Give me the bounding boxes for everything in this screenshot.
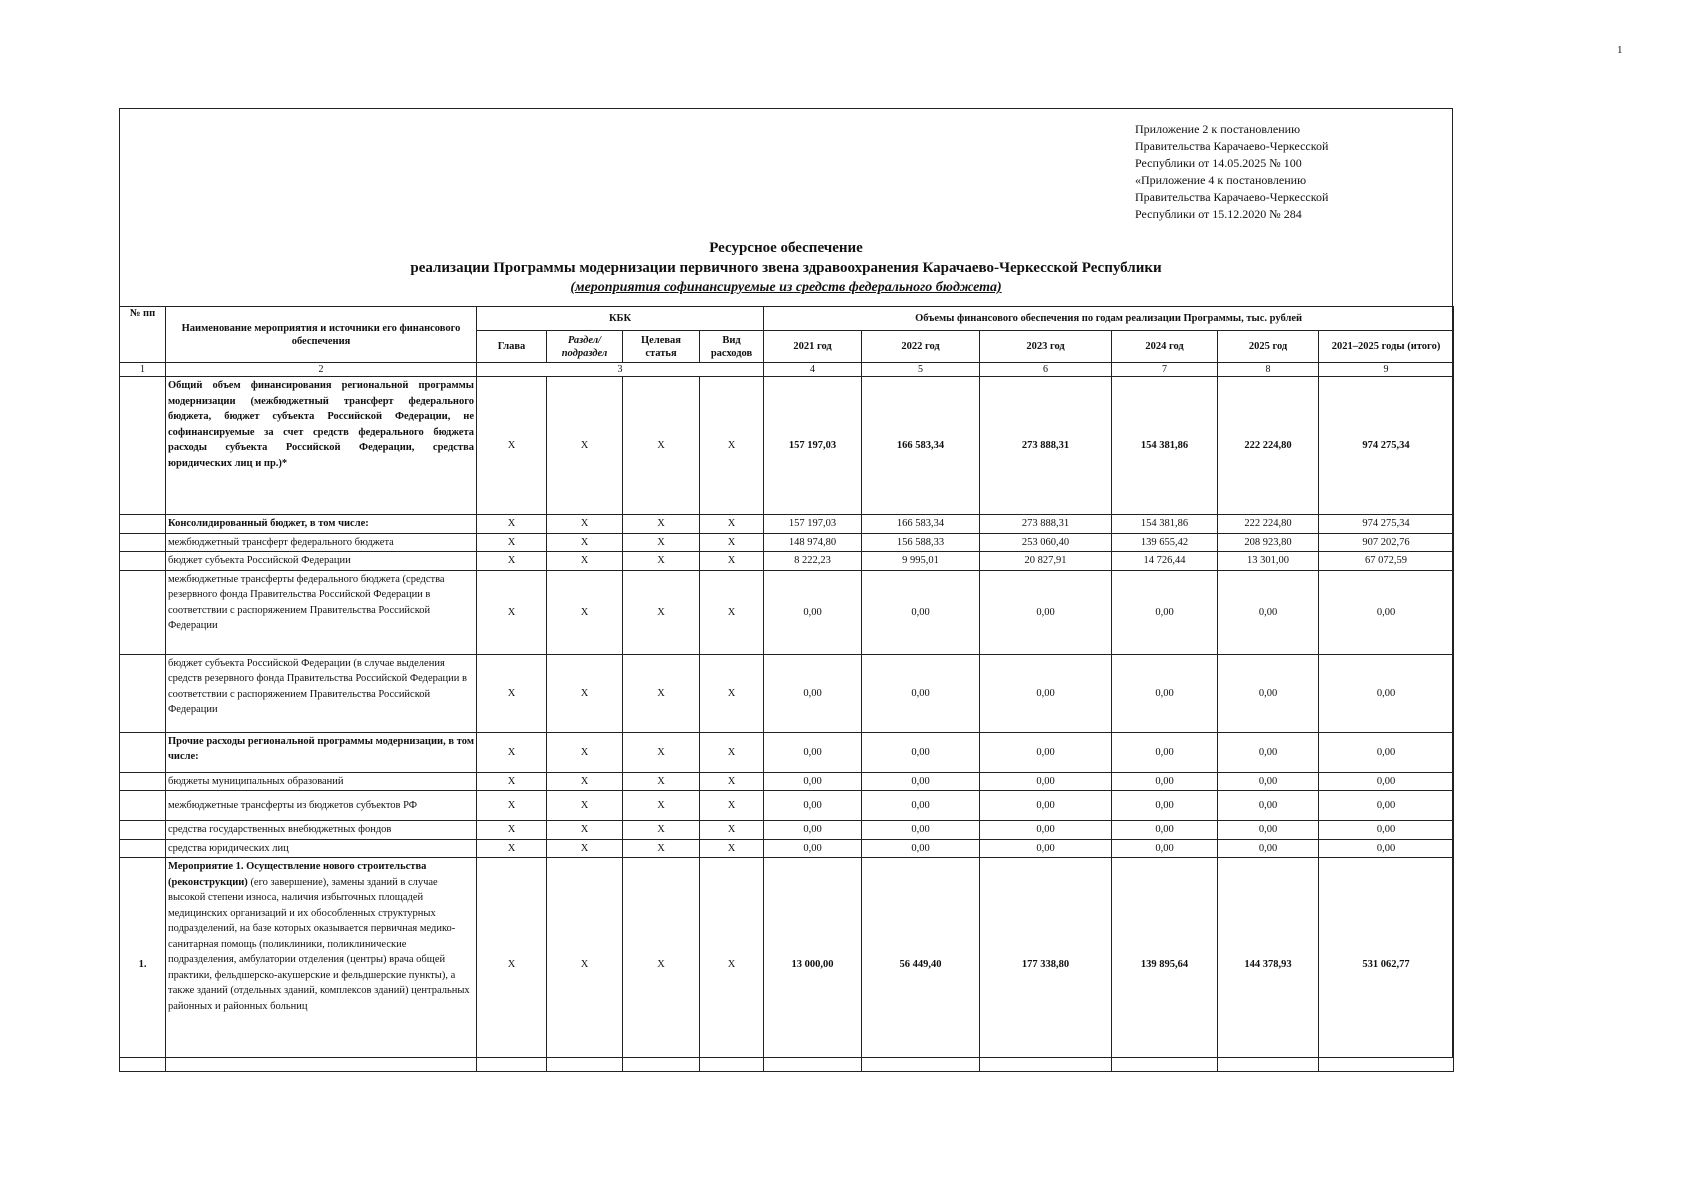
kbk-cell: X [477, 821, 547, 840]
kbk-cell: X [477, 732, 547, 772]
value-cell: 0,00 [980, 791, 1112, 821]
kbk-cell: X [700, 772, 764, 791]
kbk-cell: X [547, 377, 623, 515]
value-cell: 974 275,34 [1319, 377, 1454, 515]
kbk-cell: X [623, 552, 700, 571]
kbk-cell: X [700, 377, 764, 515]
value-cell: 222 224,80 [1218, 515, 1319, 534]
kbk-cell: X [547, 533, 623, 552]
value-cell: 0,00 [764, 791, 862, 821]
value-cell: 0,00 [1218, 732, 1319, 772]
value-cell: 0,00 [1319, 821, 1454, 840]
row-name [166, 858, 477, 1072]
table-row [120, 570, 1454, 654]
row-number [120, 839, 166, 858]
value-cell: 974 275,34 [1319, 515, 1454, 534]
value-cell: 0,00 [862, 570, 980, 654]
row-name: средства государственных внебюджетных фондов [166, 821, 477, 840]
kbk-cell: X [547, 654, 623, 732]
header-year-2024: 2024 год [1112, 331, 1218, 363]
kbk-cell: X [623, 654, 700, 732]
value-cell: 531 062,77 [1319, 858, 1454, 1072]
row-number [120, 732, 166, 772]
value-cell: 0,00 [1112, 839, 1218, 858]
value-cell: 0,00 [1218, 839, 1319, 858]
value-cell: 0,00 [1218, 772, 1319, 791]
row-name: межбюджетный трансферт федерального бюджета [166, 533, 477, 552]
row-name: Прочие расходы региональной программы модернизации, в том числе: [166, 732, 477, 772]
kbk-cell: X [700, 533, 764, 552]
value-cell: 0,00 [1319, 772, 1454, 791]
row-name: бюджеты муниципальных образований [166, 772, 477, 791]
value-cell: 0,00 [1218, 570, 1319, 654]
kbk-cell: X [700, 821, 764, 840]
value-cell: 56 449,40 [862, 858, 980, 1072]
value-cell: 177 338,80 [980, 858, 1112, 1072]
value-cell: 13 000,00 [764, 858, 862, 1072]
kbk-cell: X [700, 552, 764, 571]
col-number: 2 [166, 363, 477, 377]
table-row [120, 732, 1454, 772]
value-cell: 0,00 [1218, 791, 1319, 821]
row-number [120, 570, 166, 654]
value-cell: 156 588,33 [862, 533, 980, 552]
value-cell: 273 888,31 [980, 377, 1112, 515]
approval-line: Правительства Карачаево-Черкесской [1135, 190, 1329, 204]
kbk-cell: X [623, 570, 700, 654]
approval-line: «Приложение 4 к постановлению [1135, 173, 1307, 187]
value-cell: 154 381,86 [1112, 515, 1218, 534]
kbk-cell: X [623, 377, 700, 515]
header-name: Наименование мероприятия и источники его финансового обеспечения [166, 307, 477, 363]
value-cell: 0,00 [1319, 654, 1454, 732]
row-name: средства юридических лиц [166, 839, 477, 858]
table-row [120, 858, 1454, 1072]
col-number: 8 [1218, 363, 1319, 377]
kbk-cell: X [623, 772, 700, 791]
value-cell: 0,00 [1112, 772, 1218, 791]
value-cell: 0,00 [1112, 821, 1218, 840]
kbk-cell: X [477, 515, 547, 534]
value-cell: 0,00 [980, 772, 1112, 791]
value-cell: 139 895,64 [1112, 858, 1218, 1072]
header-kbk: КБК [477, 307, 764, 331]
kbk-cell: X [477, 552, 547, 571]
table-row [120, 772, 1454, 791]
value-cell: 0,00 [862, 791, 980, 821]
kbk-cell: X [623, 839, 700, 858]
col-number: 1 [120, 363, 166, 377]
row-name: бюджет субъекта Российской Федерации [166, 552, 477, 571]
kbk-cell: X [477, 791, 547, 821]
value-cell: 9 995,01 [862, 552, 980, 571]
col-number: 7 [1112, 363, 1218, 377]
value-cell: 139 655,42 [1112, 533, 1218, 552]
value-cell: 253 060,40 [980, 533, 1112, 552]
value-cell: 144 378,93 [1218, 858, 1319, 1072]
row-number [120, 552, 166, 571]
value-cell: 0,00 [764, 772, 862, 791]
kbk-cell: X [623, 821, 700, 840]
header-year-2022: 2022 год [862, 331, 980, 363]
kbk-cell: X [700, 839, 764, 858]
kbk-cell: X [700, 858, 764, 1072]
header-expense-type: Вид расходов [700, 331, 764, 363]
document-subtitle-note: (мероприятия софинансируемые из средств федерального бюджета) [570, 280, 1002, 295]
value-cell: 166 583,34 [862, 377, 980, 515]
header-glava: Глава [477, 331, 547, 363]
kbk-cell: X [547, 858, 623, 1072]
value-cell: 0,00 [980, 821, 1112, 840]
header-year-2021: 2021 год [764, 331, 862, 363]
value-cell: 0,00 [862, 772, 980, 791]
kbk-cell: X [700, 791, 764, 821]
kbk-cell: X [547, 791, 623, 821]
table-row [120, 839, 1454, 858]
value-cell: 157 197,03 [764, 515, 862, 534]
approval-line: Правительства Карачаево-Черкесской [1135, 139, 1329, 153]
value-cell: 0,00 [1319, 570, 1454, 654]
row-number: 1. [120, 858, 166, 1072]
value-cell: 0,00 [980, 732, 1112, 772]
document-subtitle: реализации Программы модернизации первичного звена здравоохранения Карачаево-Черкесской Республики [410, 260, 1162, 276]
value-cell: 13 301,00 [1218, 552, 1319, 571]
row-name: бюджет субъекта Российской Федерации (в случае выделения средств резервного фонда Правительства Российской Федерации в соответствии с распоряжением Правительства Российской Федерации [166, 654, 477, 732]
kbk-cell: X [477, 858, 547, 1072]
kbk-cell: X [477, 377, 547, 515]
kbk-cell: X [700, 732, 764, 772]
row-number [120, 377, 166, 515]
row-number [120, 533, 166, 552]
kbk-cell: X [547, 732, 623, 772]
value-cell: 0,00 [764, 654, 862, 732]
row-name: Консолидированный бюджет, в том числе: [166, 515, 477, 534]
kbk-cell: X [477, 772, 547, 791]
value-cell: 0,00 [980, 570, 1112, 654]
value-cell: 0,00 [1319, 839, 1454, 858]
resource-table [119, 306, 1454, 1072]
kbk-cell: X [547, 839, 623, 858]
header-total: 2021–2025 годы (итого) [1319, 331, 1454, 363]
row-number [120, 654, 166, 732]
approval-line: Республики от 15.12.2020 № 284 [1135, 207, 1302, 221]
value-cell: 0,00 [1319, 732, 1454, 772]
row-number [120, 772, 166, 791]
value-cell: 0,00 [980, 839, 1112, 858]
col-number: 5 [862, 363, 980, 377]
value-cell: 0,00 [764, 732, 862, 772]
value-cell: 148 974,80 [764, 533, 862, 552]
kbk-cell: X [623, 732, 700, 772]
value-cell: 157 197,03 [764, 377, 862, 515]
header-num: № пп [120, 307, 166, 363]
value-cell: 0,00 [764, 821, 862, 840]
col-number: 4 [764, 363, 862, 377]
kbk-cell: X [477, 839, 547, 858]
kbk-cell: X [623, 858, 700, 1072]
kbk-cell: X [547, 552, 623, 571]
document-title: Ресурсное обеспечение [709, 240, 863, 256]
value-cell: 14 726,44 [1112, 552, 1218, 571]
header-year-2023: 2023 год [980, 331, 1112, 363]
row-number [120, 515, 166, 534]
kbk-cell: X [700, 654, 764, 732]
value-cell: 0,00 [1319, 791, 1454, 821]
value-cell: 0,00 [1218, 821, 1319, 840]
table-row [120, 552, 1454, 571]
header-razdel: Раздел/ подраздел [547, 331, 623, 363]
kbk-cell: X [623, 533, 700, 552]
value-cell: 907 202,76 [1319, 533, 1454, 552]
value-cell: 154 381,86 [1112, 377, 1218, 515]
kbk-cell: X [547, 772, 623, 791]
row-number [120, 821, 166, 840]
col-number: 6 [980, 363, 1112, 377]
approval-block [1135, 121, 1328, 223]
value-cell: 20 827,91 [980, 552, 1112, 571]
table-row [120, 515, 1454, 534]
header-volumes: Объемы финансового обеспечения по годам реализации Программы, тыс. рублей [764, 307, 1454, 331]
row-name: межбюджетные трансферты федерального бюджета (средства резервного фонда Правительства Российской Федерации в соответствии с распоряжением Правительства Российской Федерации [166, 570, 477, 654]
row-name-bold: Мероприятие 1. Осуществление нового строительства (реконструкции) [168, 861, 427, 888]
table-row [120, 654, 1454, 732]
row-name-rest: (его завершение), замены зданий в случае высокой степени износа, наличия избыточных площадей медицинских организаций и их обособленных структурных подразделений, на базе которых оказывается первичная медико-санитарная помощь (поликлиники, поликлинические подразделения, амбулатории отделения (центры) врача общей практики, фельдшерско-акушерские и фельдшерские пункты), а также зданий (отдельных зданий, комплексов зданий) центральных районных и районных больниц [168, 876, 470, 1012]
value-cell: 0,00 [980, 654, 1112, 732]
header-row [120, 307, 1454, 331]
approval-line: Республики от 14.05.2025 № 100 [1135, 156, 1302, 170]
header-target: Целевая статья [623, 331, 700, 363]
column-number-row [120, 363, 1454, 377]
kbk-cell: X [477, 533, 547, 552]
kbk-cell: X [547, 821, 623, 840]
kbk-cell: X [547, 515, 623, 534]
value-cell: 0,00 [862, 821, 980, 840]
kbk-cell: X [700, 515, 764, 534]
row-name: Общий объем финансирования региональной программы модернизации (межбюджетный трансферт федерального бюджета, бюджет субъекта Российской Федерации, не софинансируемые за счет средств федерального бюджета расходы субъекта Российской Федерации, средства юридических лиц и пр.)* [166, 377, 477, 515]
kbk-cell: X [547, 570, 623, 654]
kbk-cell: X [700, 570, 764, 654]
value-cell: 222 224,80 [1218, 377, 1319, 515]
kbk-cell: X [623, 791, 700, 821]
value-cell: 0,00 [1112, 570, 1218, 654]
row-number [120, 791, 166, 821]
value-cell: 67 072,59 [1319, 552, 1454, 571]
value-cell: 208 923,80 [1218, 533, 1319, 552]
value-cell: 166 583,34 [862, 515, 980, 534]
approval-line: Приложение 2 к постановлению [1135, 122, 1301, 136]
value-cell: 0,00 [764, 570, 862, 654]
header-year-2025: 2025 год [1218, 331, 1319, 363]
value-cell: 0,00 [1112, 654, 1218, 732]
col-number: 9 [1319, 363, 1454, 377]
value-cell: 8 222,23 [764, 552, 862, 571]
table-row [120, 377, 1454, 515]
kbk-cell: X [477, 570, 547, 654]
value-cell: 0,00 [862, 732, 980, 772]
value-cell: 0,00 [862, 654, 980, 732]
kbk-cell: X [623, 515, 700, 534]
col-number: 3 [477, 363, 764, 377]
page-number: 1 [1617, 44, 1623, 56]
value-cell: 0,00 [764, 839, 862, 858]
value-cell: 0,00 [1112, 732, 1218, 772]
kbk-cell: X [477, 654, 547, 732]
table-row [120, 791, 1454, 821]
value-cell: 0,00 [1218, 654, 1319, 732]
table-row [120, 821, 1454, 840]
table-row [120, 533, 1454, 552]
value-cell: 0,00 [862, 839, 980, 858]
value-cell: 273 888,31 [980, 515, 1112, 534]
row-name: межбюджетные трансферты из бюджетов субъектов РФ [166, 791, 477, 821]
value-cell: 0,00 [1112, 791, 1218, 821]
